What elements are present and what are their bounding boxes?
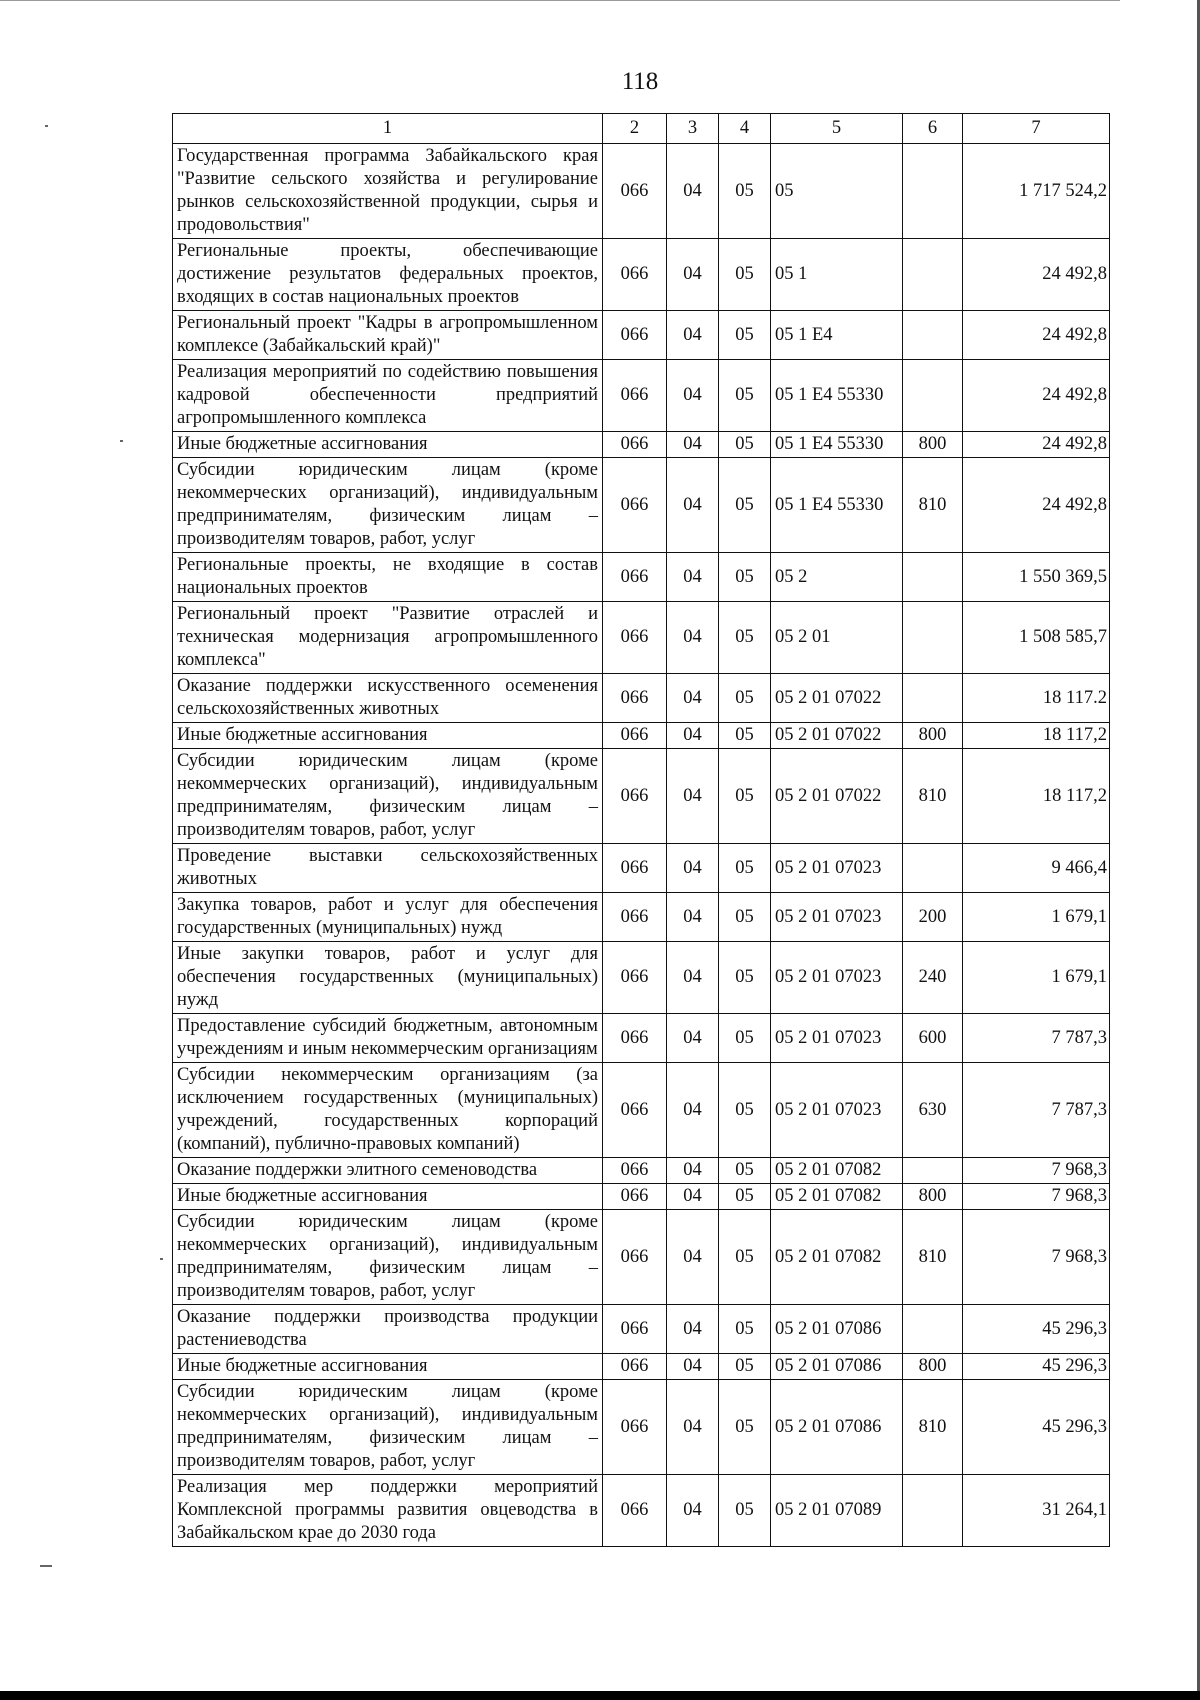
expense-type-cell: 810 (903, 1210, 963, 1305)
row-name-cell: Закупка товаров, работ и услуг для обеспечения государственных (муниципальных) нужд (173, 893, 603, 942)
target-article-cell: 05 2 01 07082 (771, 1210, 903, 1305)
subsection-code-cell: 05 (719, 360, 771, 432)
table-row (173, 1158, 1110, 1184)
target-article-cell: 05 2 (771, 553, 903, 602)
expense-type-cell: 240 (903, 942, 963, 1014)
amount-cell: 24 492,8 (963, 360, 1110, 432)
target-article-cell: 05 1 E4 55330 (771, 360, 903, 432)
admin-code-cell: 066 (603, 432, 667, 458)
section-code-cell: 04 (667, 239, 719, 311)
table-row (173, 1380, 1110, 1475)
expense-type-cell: 810 (903, 1380, 963, 1475)
table-row (173, 1354, 1110, 1380)
expense-type-cell (903, 844, 963, 893)
section-code-cell: 04 (667, 1014, 719, 1063)
column-header: 3 (667, 114, 719, 144)
admin-code-cell: 066 (603, 1210, 667, 1305)
section-code-cell: 04 (667, 723, 719, 749)
table-row (173, 144, 1110, 239)
expense-type-cell: 810 (903, 458, 963, 553)
table-row (173, 1475, 1110, 1547)
target-article-cell: 05 2 01 07023 (771, 1014, 903, 1063)
target-article-cell: 05 2 01 07023 (771, 844, 903, 893)
column-header: 7 (963, 114, 1110, 144)
amount-cell: 7 968,3 (963, 1210, 1110, 1305)
admin-code-cell: 066 (603, 144, 667, 239)
amount-cell: 7 787,3 (963, 1014, 1110, 1063)
amount-cell: 7 787,3 (963, 1063, 1110, 1158)
target-article-cell: 05 2 01 07082 (771, 1184, 903, 1210)
admin-code-cell: 066 (603, 723, 667, 749)
amount-cell: 18 117,2 (963, 723, 1110, 749)
target-article-cell: 05 2 01 07086 (771, 1380, 903, 1475)
table-row (173, 553, 1110, 602)
subsection-code-cell: 05 (719, 942, 771, 1014)
target-article-cell: 05 2 01 07023 (771, 893, 903, 942)
subsection-code-cell: 05 (719, 432, 771, 458)
admin-code-cell: 066 (603, 1158, 667, 1184)
table-row (173, 360, 1110, 432)
scan-edge-bottom (0, 1691, 1200, 1700)
target-article-cell: 05 2 01 07089 (771, 1475, 903, 1547)
subsection-code-cell: 05 (719, 144, 771, 239)
admin-code-cell: 066 (603, 602, 667, 674)
row-name-cell: Субсидии юридическим лицам (кроме некоммерческих организаций), индивидуальным предпринимателям, физическим лицам – производителям товаров, работ, услуг (173, 1210, 603, 1305)
subsection-code-cell: 05 (719, 723, 771, 749)
section-code-cell: 04 (667, 458, 719, 553)
target-article-cell: 05 2 01 07082 (771, 1158, 903, 1184)
section-code-cell: 04 (667, 749, 719, 844)
table-row (173, 1305, 1110, 1354)
section-code-cell: 04 (667, 844, 719, 893)
row-name-cell: Проведение выставки сельскохозяйственных животных (173, 844, 603, 893)
section-code-cell: 04 (667, 1184, 719, 1210)
target-article-cell: 05 2 01 (771, 602, 903, 674)
section-code-cell: 04 (667, 602, 719, 674)
table-row (173, 239, 1110, 311)
table-row (173, 1063, 1110, 1158)
table-row (173, 602, 1110, 674)
row-name-cell: Региональный проект "Кадры в агропромышленном комплексе (Забайкальский край)" (173, 311, 603, 360)
table-row (173, 1210, 1110, 1305)
admin-code-cell: 066 (603, 1305, 667, 1354)
expense-type-cell (903, 144, 963, 239)
table-row (173, 674, 1110, 723)
expense-type-cell (903, 360, 963, 432)
row-name-cell: Субсидии некоммерческим организациям (за исключением государственных (муниципальных) учреждений, государственных корпораций (компаний), публично-правовых компаний) (173, 1063, 603, 1158)
amount-cell: 1 508 585,7 (963, 602, 1110, 674)
admin-code-cell: 066 (603, 1063, 667, 1158)
subsection-code-cell: 05 (719, 239, 771, 311)
amount-cell: 24 492,8 (963, 458, 1110, 553)
amount-cell: 18 117,2 (963, 749, 1110, 844)
column-header: 6 (903, 114, 963, 144)
expense-type-cell (903, 1475, 963, 1547)
amount-cell: 45 296,3 (963, 1305, 1110, 1354)
expense-type-cell (903, 553, 963, 602)
admin-code-cell: 066 (603, 360, 667, 432)
expense-type-cell (903, 1305, 963, 1354)
amount-cell: 24 492,8 (963, 239, 1110, 311)
admin-code-cell: 066 (603, 1014, 667, 1063)
row-name-cell: Иные бюджетные ассигнования (173, 723, 603, 749)
subsection-code-cell: 05 (719, 1380, 771, 1475)
subsection-code-cell: 05 (719, 458, 771, 553)
admin-code-cell: 066 (603, 749, 667, 844)
amount-cell: 1 679,1 (963, 893, 1110, 942)
row-name-cell: Предоставление субсидий бюджетным, автономным учреждениям и иным некоммерческим организациям (173, 1014, 603, 1063)
section-code-cell: 04 (667, 432, 719, 458)
target-article-cell: 05 2 01 07022 (771, 674, 903, 723)
amount-cell: 7 968,3 (963, 1184, 1110, 1210)
expense-type-cell: 200 (903, 893, 963, 942)
section-code-cell: 04 (667, 360, 719, 432)
section-code-cell: 04 (667, 893, 719, 942)
section-code-cell: 04 (667, 1210, 719, 1305)
scan-speck (120, 440, 123, 442)
amount-cell: 24 492,8 (963, 432, 1110, 458)
expense-type-cell: 800 (903, 432, 963, 458)
table-row (173, 844, 1110, 893)
page-number: 118 (621, 68, 659, 95)
row-name-cell: Иные бюджетные ассигнования (173, 1354, 603, 1380)
row-name-cell: Государственная программа Забайкальского края "Развитие сельского хозяйства и регулирование рынков сельскохозяйственной продукции, сырья и продовольствия" (173, 144, 603, 239)
table-row (173, 1184, 1110, 1210)
amount-cell: 9 466,4 (963, 844, 1110, 893)
expense-type-cell (903, 674, 963, 723)
section-code-cell: 04 (667, 311, 719, 360)
subsection-code-cell: 05 (719, 1184, 771, 1210)
subsection-code-cell: 05 (719, 1063, 771, 1158)
table-row (173, 1014, 1110, 1063)
target-article-cell: 05 2 01 07023 (771, 942, 903, 1014)
expense-type-cell (903, 1158, 963, 1184)
section-code-cell: 04 (667, 553, 719, 602)
table-row (173, 311, 1110, 360)
column-header: 5 (771, 114, 903, 144)
admin-code-cell: 066 (603, 1380, 667, 1475)
row-name-cell: Оказание поддержки элитного семеноводства (173, 1158, 603, 1184)
admin-code-cell: 066 (603, 1475, 667, 1547)
scan-speck (40, 1565, 52, 1567)
amount-cell: 24 492,8 (963, 311, 1110, 360)
budget-table (172, 113, 1110, 1547)
section-code-cell: 04 (667, 1063, 719, 1158)
target-article-cell: 05 1 E4 (771, 311, 903, 360)
row-name-cell: Иные бюджетные ассигнования (173, 1184, 603, 1210)
row-name-cell: Реализация мероприятий по содействию повышения кадровой обеспеченности предприятий агропромышленного комплекса (173, 360, 603, 432)
table-row (173, 458, 1110, 553)
admin-code-cell: 066 (603, 893, 667, 942)
target-article-cell: 05 (771, 144, 903, 239)
admin-code-cell: 066 (603, 311, 667, 360)
scan-speck (160, 1258, 163, 1260)
row-name-cell: Субсидии юридическим лицам (кроме некоммерческих организаций), индивидуальным предпринимателям, физическим лицам – производителям товаров, работ, услуг (173, 1380, 603, 1475)
section-code-cell: 04 (667, 1305, 719, 1354)
amount-cell: 45 296,3 (963, 1380, 1110, 1475)
subsection-code-cell: 05 (719, 1014, 771, 1063)
expense-type-cell: 800 (903, 1184, 963, 1210)
subsection-code-cell: 05 (719, 749, 771, 844)
target-article-cell: 05 2 01 07023 (771, 1063, 903, 1158)
admin-code-cell: 066 (603, 844, 667, 893)
expense-type-cell: 800 (903, 1354, 963, 1380)
target-article-cell: 05 1 E4 55330 (771, 458, 903, 553)
row-name-cell: Оказание поддержки производства продукции растениеводства (173, 1305, 603, 1354)
column-header: 4 (719, 114, 771, 144)
table-row (173, 893, 1110, 942)
subsection-code-cell: 05 (719, 893, 771, 942)
subsection-code-cell: 05 (719, 844, 771, 893)
amount-cell: 1 679,1 (963, 942, 1110, 1014)
target-article-cell: 05 1 E4 55330 (771, 432, 903, 458)
expense-type-cell: 630 (903, 1063, 963, 1158)
subsection-code-cell: 05 (719, 1305, 771, 1354)
section-code-cell: 04 (667, 1380, 719, 1475)
subsection-code-cell: 05 (719, 553, 771, 602)
amount-cell: 1 550 369,5 (963, 553, 1110, 602)
amount-cell: 18 117.2 (963, 674, 1110, 723)
row-name-cell: Региональный проект "Развитие отраслей и техническая модернизация агропромышленного комплекса" (173, 602, 603, 674)
section-code-cell: 04 (667, 1354, 719, 1380)
admin-code-cell: 066 (603, 1184, 667, 1210)
scan-edge-top (0, 0, 1120, 1)
row-name-cell: Реализация мер поддержки мероприятий Комплексной программы развития овцеводства в Забайкальском крае до 2030 года (173, 1475, 603, 1547)
subsection-code-cell: 05 (719, 1158, 771, 1184)
table-row (173, 942, 1110, 1014)
target-article-cell: 05 2 01 07086 (771, 1354, 903, 1380)
target-article-cell: 05 2 01 07022 (771, 749, 903, 844)
row-name-cell: Иные бюджетные ассигнования (173, 432, 603, 458)
column-header: 1 (173, 114, 603, 144)
table-row (173, 723, 1110, 749)
row-name-cell: Региональные проекты, обеспечивающие достижение результатов федеральных проектов, входящих в состав национальных проектов (173, 239, 603, 311)
amount-cell: 31 264,1 (963, 1475, 1110, 1547)
subsection-code-cell: 05 (719, 1354, 771, 1380)
admin-code-cell: 066 (603, 674, 667, 723)
section-code-cell: 04 (667, 674, 719, 723)
section-code-cell: 04 (667, 144, 719, 239)
row-name-cell: Иные закупки товаров, работ и услуг для обеспечения государственных (муниципальных) нужд (173, 942, 603, 1014)
admin-code-cell: 066 (603, 1354, 667, 1380)
amount-cell: 7 968,3 (963, 1158, 1110, 1184)
admin-code-cell: 066 (603, 239, 667, 311)
amount-cell: 45 296,3 (963, 1354, 1110, 1380)
row-name-cell: Субсидии юридическим лицам (кроме некоммерческих организаций), индивидуальным предпринимателям, физическим лицам – производителям товаров, работ, услуг (173, 749, 603, 844)
section-code-cell: 04 (667, 1475, 719, 1547)
target-article-cell: 05 1 (771, 239, 903, 311)
row-name-cell: Субсидии юридическим лицам (кроме некоммерческих организаций), индивидуальным предпринимателям, физическим лицам – производителям товаров, работ, услуг (173, 458, 603, 553)
expense-type-cell: 600 (903, 1014, 963, 1063)
expense-type-cell: 800 (903, 723, 963, 749)
target-article-cell: 05 2 01 07086 (771, 1305, 903, 1354)
section-code-cell: 04 (667, 942, 719, 1014)
subsection-code-cell: 05 (719, 602, 771, 674)
table-row (173, 749, 1110, 844)
expense-type-cell (903, 311, 963, 360)
section-code-cell: 04 (667, 1158, 719, 1184)
expense-type-cell (903, 602, 963, 674)
amount-cell: 1 717 524,2 (963, 144, 1110, 239)
subsection-code-cell: 05 (719, 1475, 771, 1547)
target-article-cell: 05 2 01 07022 (771, 723, 903, 749)
table-header-row (173, 114, 1110, 144)
subsection-code-cell: 05 (719, 674, 771, 723)
expense-type-cell: 810 (903, 749, 963, 844)
subsection-code-cell: 05 (719, 311, 771, 360)
row-name-cell: Оказание поддержки искусственного осеменения сельскохозяйственных животных (173, 674, 603, 723)
table-body (173, 144, 1110, 1547)
expense-type-cell (903, 239, 963, 311)
scan-speck (45, 125, 48, 127)
subsection-code-cell: 05 (719, 1210, 771, 1305)
row-name-cell: Региональные проекты, не входящие в состав национальных проектов (173, 553, 603, 602)
table-row (173, 432, 1110, 458)
admin-code-cell: 066 (603, 553, 667, 602)
admin-code-cell: 066 (603, 458, 667, 553)
column-header: 2 (603, 114, 667, 144)
admin-code-cell: 066 (603, 942, 667, 1014)
